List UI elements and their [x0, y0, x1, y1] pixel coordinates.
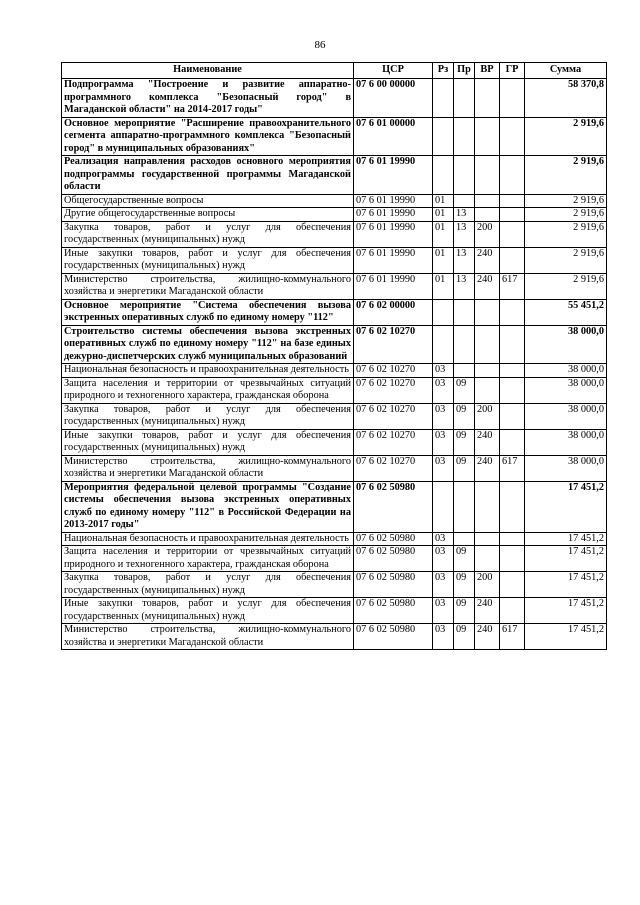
- cell-csr: 07 6 02 50980: [354, 481, 433, 532]
- cell-vr: [475, 79, 500, 118]
- cell-pr: [454, 481, 475, 532]
- cell-rz: 03: [433, 532, 454, 546]
- cell-rz: 01: [433, 194, 454, 208]
- cell-csr: 07 6 02 50980: [354, 572, 433, 598]
- cell-vr: 240: [475, 429, 500, 455]
- cell-csr: 07 6 02 10270: [354, 364, 433, 378]
- cell-csr: 07 6 01 19990: [354, 194, 433, 208]
- cell-sum: 2 919,6: [525, 194, 607, 208]
- cell-name: Защита населения и территории от чрезвычайных ситуаций природного и техногенного характера, гражданская оборона: [62, 546, 354, 572]
- cell-vr: [475, 194, 500, 208]
- cell-gr: [500, 481, 525, 532]
- cell-pr: [454, 156, 475, 195]
- cell-sum: 17 451,2: [525, 481, 607, 532]
- cell-pr: 09: [454, 598, 475, 624]
- cell-rz: 03: [433, 572, 454, 598]
- cell-pr: 13: [454, 208, 475, 222]
- cell-pr: 09: [454, 403, 475, 429]
- cell-csr: 07 6 01 19990: [354, 247, 433, 273]
- cell-sum: 17 451,2: [525, 624, 607, 650]
- cell-sum: 17 451,2: [525, 572, 607, 598]
- cell-pr: 09: [454, 455, 475, 481]
- cell-name: Основное мероприятие "Система обеспечения вызова экстренных оперативных служб по единому номеру "112": [62, 299, 354, 325]
- cell-vr: 240: [475, 273, 500, 299]
- table-row: [62, 403, 607, 429]
- table-row: [62, 572, 607, 598]
- header-sum: Сумма: [525, 63, 607, 79]
- cell-name: Мероприятия федеральной целевой программы "Создание системы обеспечения вызова экстренных оперативных служб по единому номеру "112" в Российской Федерации на 2013-2017 годы": [62, 481, 354, 532]
- table-body: [62, 79, 607, 650]
- cell-vr: [475, 532, 500, 546]
- cell-vr: [475, 377, 500, 403]
- cell-vr: [475, 117, 500, 156]
- cell-name: Строительство системы обеспечения вызова экстренных оперативных служб по единому номеру "112" на базе единых дежурно-диспетчерских служб муниципальных образований: [62, 325, 354, 364]
- cell-vr: [475, 208, 500, 222]
- cell-gr: 617: [500, 273, 525, 299]
- cell-name: Иные закупки товаров, работ и услуг для обеспечения государственных (муниципальных) нужд: [62, 247, 354, 273]
- cell-gr: [500, 325, 525, 364]
- cell-pr: [454, 364, 475, 378]
- cell-vr: [475, 156, 500, 195]
- cell-sum: 17 451,2: [525, 546, 607, 572]
- cell-gr: [500, 117, 525, 156]
- cell-sum: 2 919,6: [525, 117, 607, 156]
- cell-name: Защита населения и территории от чрезвычайных ситуаций природного и техногенного характера, гражданская оборона: [62, 377, 354, 403]
- cell-sum: 2 919,6: [525, 273, 607, 299]
- cell-name: Другие общегосударственные вопросы: [62, 208, 354, 222]
- table-row: [62, 429, 607, 455]
- cell-csr: 07 6 02 10270: [354, 325, 433, 364]
- cell-name: Общегосударственные вопросы: [62, 194, 354, 208]
- cell-pr: 13: [454, 221, 475, 247]
- cell-pr: 09: [454, 546, 475, 572]
- cell-gr: [500, 156, 525, 195]
- budget-table: [61, 62, 607, 650]
- cell-sum: 2 919,6: [525, 208, 607, 222]
- cell-sum: 38 000,0: [525, 325, 607, 364]
- cell-csr: 07 6 02 10270: [354, 429, 433, 455]
- cell-pr: 09: [454, 377, 475, 403]
- table-row: [62, 194, 607, 208]
- cell-name: Реализация направления расходов основного мероприятия подпрограммы государственной программы Магаданской области: [62, 156, 354, 195]
- cell-csr: 07 6 02 50980: [354, 532, 433, 546]
- cell-pr: [454, 532, 475, 546]
- cell-csr: 07 6 01 19990: [354, 273, 433, 299]
- cell-gr: [500, 247, 525, 273]
- cell-gr: [500, 429, 525, 455]
- cell-vr: 200: [475, 572, 500, 598]
- cell-csr: 07 6 00 00000: [354, 79, 433, 118]
- table-row: [62, 208, 607, 222]
- cell-name: Национальная безопасность и правоохранительная деятельность: [62, 532, 354, 546]
- cell-rz: [433, 299, 454, 325]
- cell-vr: 240: [475, 455, 500, 481]
- header-pr: Пр: [454, 63, 475, 79]
- cell-rz: 03: [433, 377, 454, 403]
- cell-vr: 240: [475, 598, 500, 624]
- cell-rz: 01: [433, 208, 454, 222]
- cell-name: Министерство строительства, жилищно-коммунального хозяйства и энергетики Магаданской области: [62, 455, 354, 481]
- table-row: [62, 481, 607, 532]
- cell-csr: 07 6 02 50980: [354, 598, 433, 624]
- page-number: 86: [314, 39, 326, 51]
- cell-gr: 617: [500, 455, 525, 481]
- cell-sum: 38 000,0: [525, 429, 607, 455]
- table-row: [62, 598, 607, 624]
- cell-csr: 07 6 02 50980: [354, 624, 433, 650]
- cell-pr: [454, 117, 475, 156]
- cell-name: Основное мероприятие "Расширение правоохранительного сегмента аппаратно-программного комплекса "Безопасный город" в муниципальных образованиях": [62, 117, 354, 156]
- cell-gr: [500, 194, 525, 208]
- cell-rz: 03: [433, 598, 454, 624]
- cell-pr: [454, 194, 475, 208]
- header-vr: ВР: [475, 63, 500, 79]
- cell-rz: 03: [433, 546, 454, 572]
- cell-vr: [475, 299, 500, 325]
- cell-rz: 03: [433, 455, 454, 481]
- cell-rz: 03: [433, 429, 454, 455]
- cell-pr: 13: [454, 273, 475, 299]
- table-row: [62, 299, 607, 325]
- cell-pr: [454, 79, 475, 118]
- cell-gr: [500, 221, 525, 247]
- cell-sum: 38 000,0: [525, 403, 607, 429]
- table-row: [62, 221, 607, 247]
- cell-vr: [475, 546, 500, 572]
- cell-sum: 58 370,8: [525, 79, 607, 118]
- table-header-row: [62, 63, 607, 79]
- cell-name: Иные закупки товаров, работ и услуг для обеспечения государственных (муниципальных) нужд: [62, 429, 354, 455]
- cell-sum: 38 000,0: [525, 377, 607, 403]
- cell-vr: 240: [475, 624, 500, 650]
- cell-csr: 07 6 02 10270: [354, 377, 433, 403]
- cell-rz: 03: [433, 403, 454, 429]
- cell-sum: 38 000,0: [525, 455, 607, 481]
- cell-name: Закупка товаров, работ и услуг для обеспечения государственных (муниципальных) нужд: [62, 572, 354, 598]
- cell-gr: [500, 377, 525, 403]
- cell-name: Подпрограмма "Построение и развитие аппаратно-программного комплекса "Безопасный город" в Магаданской области" на 2014-2017 годы": [62, 79, 354, 118]
- table-row: [62, 247, 607, 273]
- cell-pr: 13: [454, 247, 475, 273]
- cell-gr: [500, 546, 525, 572]
- table-row: [62, 624, 607, 650]
- cell-sum: 2 919,6: [525, 156, 607, 195]
- cell-sum: 38 000,0: [525, 364, 607, 378]
- cell-pr: 09: [454, 572, 475, 598]
- cell-gr: [500, 403, 525, 429]
- cell-rz: 03: [433, 364, 454, 378]
- cell-sum: 17 451,2: [525, 598, 607, 624]
- cell-vr: 200: [475, 221, 500, 247]
- cell-csr: 07 6 02 10270: [354, 455, 433, 481]
- table-row: [62, 532, 607, 546]
- cell-name: Министерство строительства, жилищно-коммунального хозяйства и энергетики Магаданской области: [62, 273, 354, 299]
- cell-rz: [433, 325, 454, 364]
- cell-gr: [500, 364, 525, 378]
- cell-vr: [475, 481, 500, 532]
- cell-rz: 01: [433, 221, 454, 247]
- cell-sum: 2 919,6: [525, 221, 607, 247]
- cell-pr: 09: [454, 624, 475, 650]
- cell-csr: 07 6 02 10270: [354, 403, 433, 429]
- cell-vr: [475, 325, 500, 364]
- cell-pr: [454, 325, 475, 364]
- cell-rz: 01: [433, 273, 454, 299]
- cell-gr: [500, 299, 525, 325]
- header-rz: Рз: [433, 63, 454, 79]
- cell-gr: [500, 572, 525, 598]
- cell-csr: 07 6 02 50980: [354, 546, 433, 572]
- header-name: Наименование: [62, 63, 354, 79]
- cell-vr: 200: [475, 403, 500, 429]
- header-csr: ЦСР: [354, 63, 433, 79]
- cell-csr: 07 6 02 00000: [354, 299, 433, 325]
- cell-csr: 07 6 01 19990: [354, 156, 433, 195]
- cell-csr: 07 6 01 19990: [354, 208, 433, 222]
- cell-gr: [500, 598, 525, 624]
- table-row: [62, 117, 607, 156]
- table-row: [62, 79, 607, 118]
- cell-vr: 240: [475, 247, 500, 273]
- table-row: [62, 364, 607, 378]
- table-row: [62, 377, 607, 403]
- cell-pr: [454, 299, 475, 325]
- cell-sum: 55 451,2: [525, 299, 607, 325]
- cell-name: Закупка товаров, работ и услуг для обеспечения государственных (муниципальных) нужд: [62, 403, 354, 429]
- cell-rz: 01: [433, 247, 454, 273]
- cell-name: Закупка товаров, работ и услуг для обеспечения государственных (муниципальных) нужд: [62, 221, 354, 247]
- table-row: [62, 546, 607, 572]
- cell-gr: [500, 208, 525, 222]
- cell-rz: [433, 156, 454, 195]
- cell-rz: [433, 79, 454, 118]
- header-gr: ГР: [500, 63, 525, 79]
- cell-name: Иные закупки товаров, работ и услуг для обеспечения государственных (муниципальных) нужд: [62, 598, 354, 624]
- cell-csr: 07 6 01 19990: [354, 221, 433, 247]
- cell-name: Министерство строительства, жилищно-коммунального хозяйства и энергетики Магаданской области: [62, 624, 354, 650]
- cell-sum: 2 919,6: [525, 247, 607, 273]
- cell-gr: 617: [500, 624, 525, 650]
- table-row: [62, 273, 607, 299]
- cell-name: Национальная безопасность и правоохранительная деятельность: [62, 364, 354, 378]
- cell-pr: 09: [454, 429, 475, 455]
- cell-sum: 17 451,2: [525, 532, 607, 546]
- cell-rz: [433, 481, 454, 532]
- cell-vr: [475, 364, 500, 378]
- cell-gr: [500, 79, 525, 118]
- table-row: [62, 325, 607, 364]
- cell-gr: [500, 532, 525, 546]
- cell-rz: [433, 117, 454, 156]
- cell-csr: 07 6 01 00000: [354, 117, 433, 156]
- cell-rz: 03: [433, 624, 454, 650]
- table-row: [62, 156, 607, 195]
- table-row: [62, 455, 607, 481]
